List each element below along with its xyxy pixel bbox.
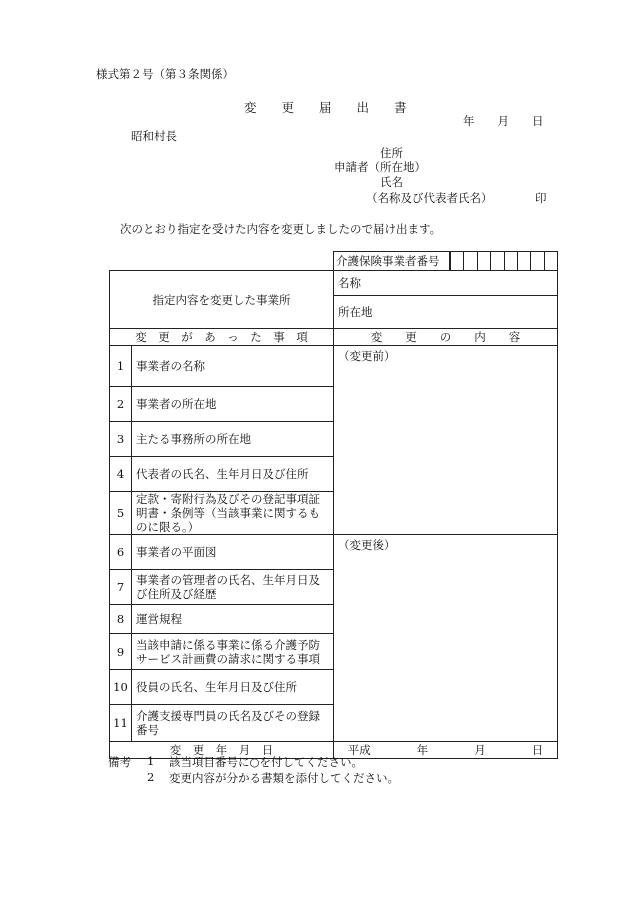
item-text: 主たる事務所の所在地 [132, 422, 334, 457]
insurance-number-label: 介護保険事業者番号 [334, 252, 450, 271]
applicant-name-label: 氏名 [380, 175, 403, 189]
item-text: 介護支援専門員の氏名及びその登録番号 [132, 705, 334, 742]
applicant-role-label: 申請者（所在地） [334, 160, 426, 174]
header-changed-items: 変 更 が あ っ た 事 項 [110, 329, 334, 346]
item-number: 2 [110, 387, 132, 422]
item-number: 8 [110, 605, 132, 634]
item-number: 11 [110, 705, 132, 742]
office-name-label: 名称 [334, 271, 558, 296]
item-number: 1 [110, 346, 132, 387]
item-text: 定款・寄附行為及びその登記事項証明書・条例等（当該事業に関するものに限る。） [132, 492, 334, 535]
note-number: 2 [147, 770, 155, 784]
change-date-value[interactable]: 平成 年 月 日 [334, 742, 558, 759]
header-change-content: 変 更 の 内 容 [334, 329, 558, 346]
applicant-address-label: 住所 [380, 146, 403, 160]
note-number: 1 [147, 754, 155, 768]
item-number: 9 [110, 634, 132, 670]
applicant-name-sub-label: （名称及び代表者氏名） [366, 191, 493, 205]
item-number: 5 [110, 492, 132, 535]
seal-mark: 印 [535, 191, 547, 205]
item-number: 6 [110, 535, 132, 570]
document-title: 変 更 届 出 書 [244, 100, 407, 115]
intro-text: 次のとおり指定を受けた内容を変更しましたので届け出ます。 [120, 222, 442, 236]
item-number: 7 [110, 570, 132, 605]
insurance-number-boxes[interactable] [450, 252, 558, 271]
item-text: 代表者の氏名、生年月日及び住所 [132, 457, 334, 492]
item-number: 3 [110, 422, 132, 457]
change-date-label: 変 更 年 月 日 [110, 742, 334, 759]
item-text: 運営規程 [132, 605, 334, 634]
item-text: 役員の氏名、生年月日及び住所 [132, 670, 334, 705]
item-text: 事業者の名称 [132, 346, 334, 387]
addressee: 昭和村長 [131, 129, 177, 143]
item-text: 事業者の所在地 [132, 387, 334, 422]
office-location-label: 所在地 [334, 296, 558, 329]
item-text: 事業者の平面図 [132, 535, 334, 570]
note-text: 変更内容が分かる書類を添付してください。 [169, 771, 399, 785]
after-change-area[interactable] [334, 535, 558, 742]
office-label: 指定内容を変更した事業所 [110, 271, 334, 329]
item-text: 当該申請に係る事業に係る介護予防サービス計画費の請求に関する事項 [132, 634, 334, 670]
form-number: 様式第２号（第３条関係） [96, 67, 234, 81]
notes-label: 備考 [108, 755, 131, 769]
after-label: （変更後） [338, 538, 396, 552]
item-number: 4 [110, 457, 132, 492]
item-text: 事業者の管理者の氏名、生年月日及び住所及び経歴 [132, 570, 334, 605]
change-items-table [109, 251, 558, 759]
date-line: 年 月 日 [463, 114, 544, 128]
item-number: 10 [110, 670, 132, 705]
before-label: （変更前） [338, 349, 396, 363]
before-change-area[interactable] [334, 346, 558, 535]
note-text: 該当項目番号に○を付してください。 [169, 755, 364, 769]
